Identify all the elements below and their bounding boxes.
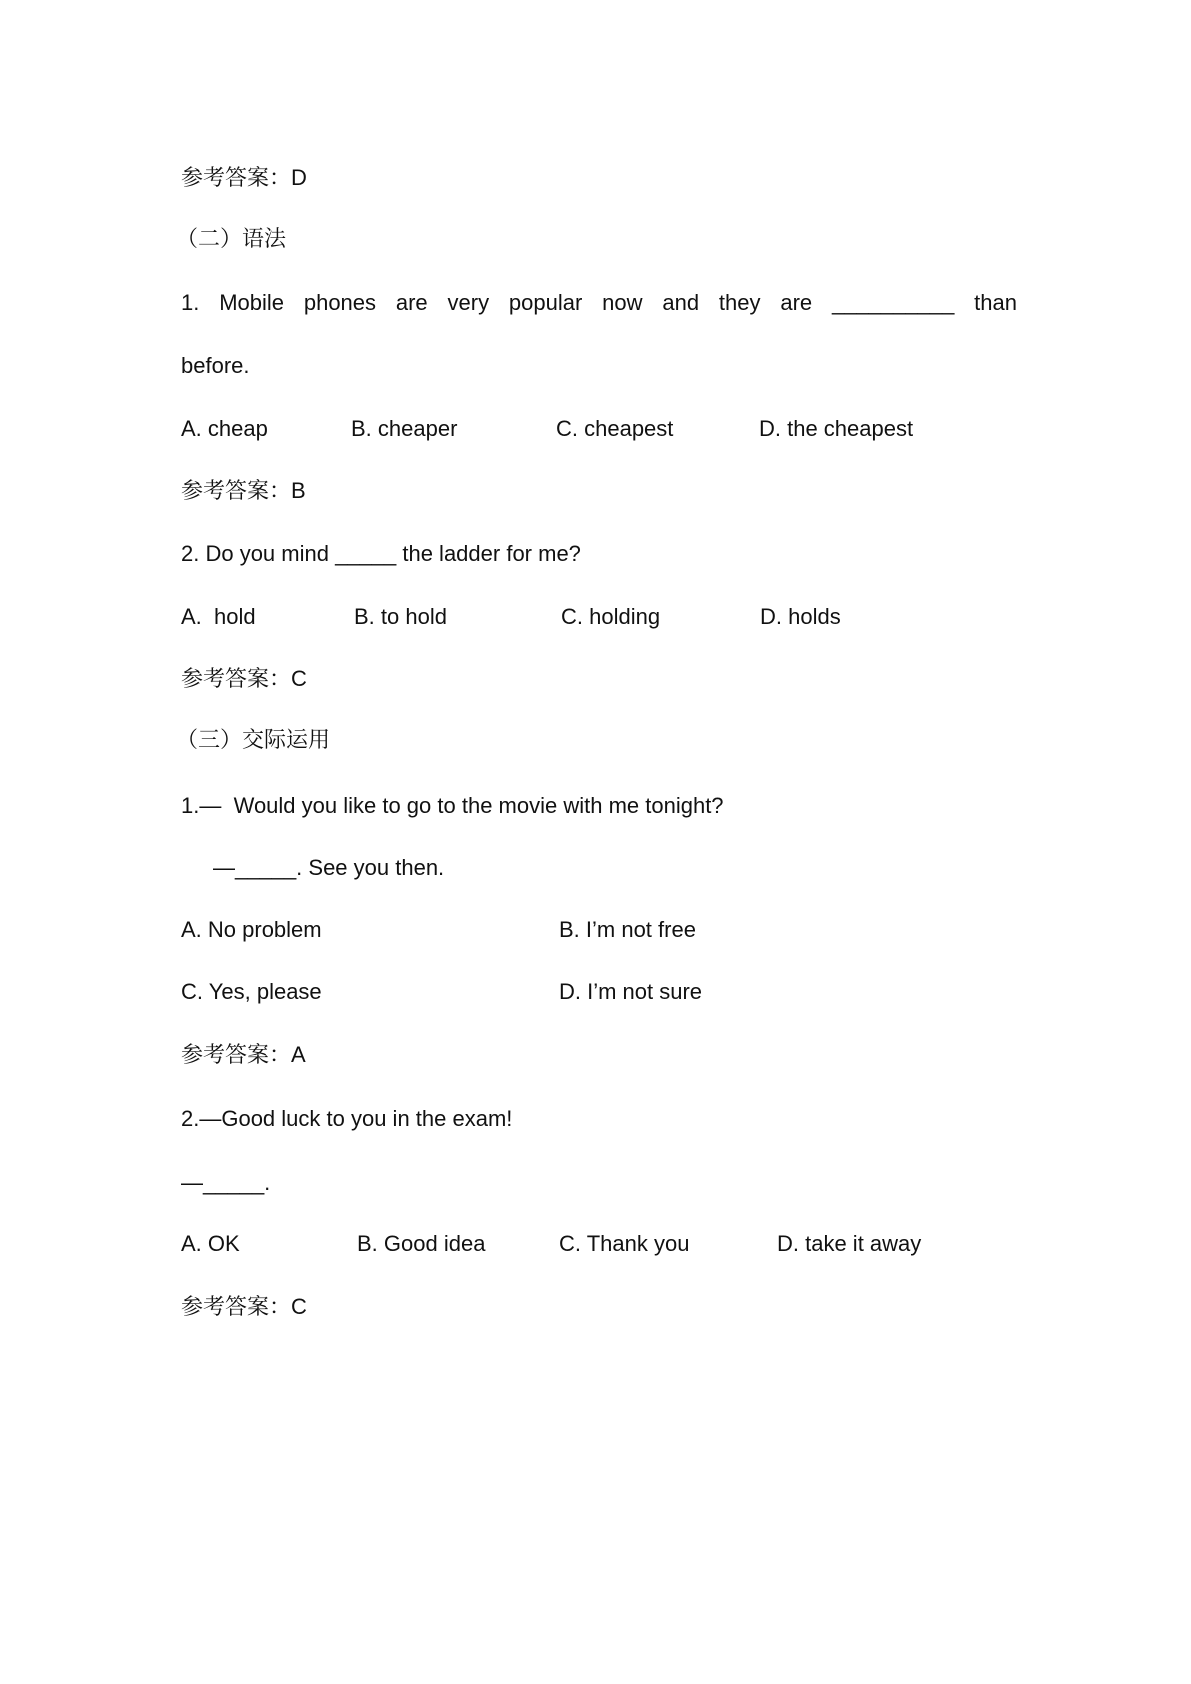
option-b: B. I’m not free (559, 917, 696, 942)
option-c: C. cheapest (556, 416, 674, 441)
option-c: C. holding (561, 604, 661, 629)
question-reply: —_____. (181, 1170, 271, 1195)
answer-line (181, 471, 306, 511)
answer-line (181, 158, 307, 198)
option-b: B. cheaper (351, 416, 458, 441)
answer-value: D (291, 165, 307, 190)
answer-value: B (291, 478, 306, 503)
option-a: A. hold (181, 604, 256, 629)
answer-line (181, 1287, 307, 1327)
section-heading-communication: （三）交际运用 (176, 728, 331, 753)
option-c: C. Yes, please (181, 979, 322, 1004)
option-a: A. OK (181, 1231, 240, 1256)
answer-label: 参考答案： (181, 1043, 292, 1068)
question-reply: —_____. See you then. (213, 855, 445, 880)
question-stem: 1. Mobile phones are very popular now and they are __________ than (181, 290, 1017, 315)
answer-line (181, 659, 307, 699)
option-b: B. Good idea (357, 1231, 486, 1256)
answer-line (181, 1035, 306, 1075)
option-a: A. No problem (181, 917, 322, 942)
option-d: D. holds (760, 604, 841, 629)
answer-value: C (291, 666, 307, 691)
answer-value: C (291, 1294, 307, 1319)
question-stem: 2. Do you mind _____ the ladder for me? (181, 541, 581, 566)
answer-label: 参考答案： (181, 667, 292, 692)
question-stem-continued: before. (181, 353, 250, 378)
answer-label: 参考答案： (181, 166, 292, 191)
section-heading-grammar: （二）语法 (176, 227, 287, 252)
answer-value: A (291, 1042, 306, 1067)
answer-label: 参考答案： (181, 479, 292, 504)
option-b: B. to hold (354, 604, 447, 629)
option-c: C. Thank you (559, 1231, 690, 1256)
option-d: D. the cheapest (759, 416, 914, 441)
question-stem: 2.—Good luck to you in the exam! (181, 1106, 513, 1131)
option-d: D. take it away (777, 1231, 922, 1256)
answer-label: 参考答案： (181, 1295, 292, 1320)
question-stem: 1.— Would you like to go to the movie with me tonight? (181, 793, 724, 818)
option-d: D. I’m not sure (559, 979, 703, 1004)
option-a: A. cheap (181, 416, 268, 441)
